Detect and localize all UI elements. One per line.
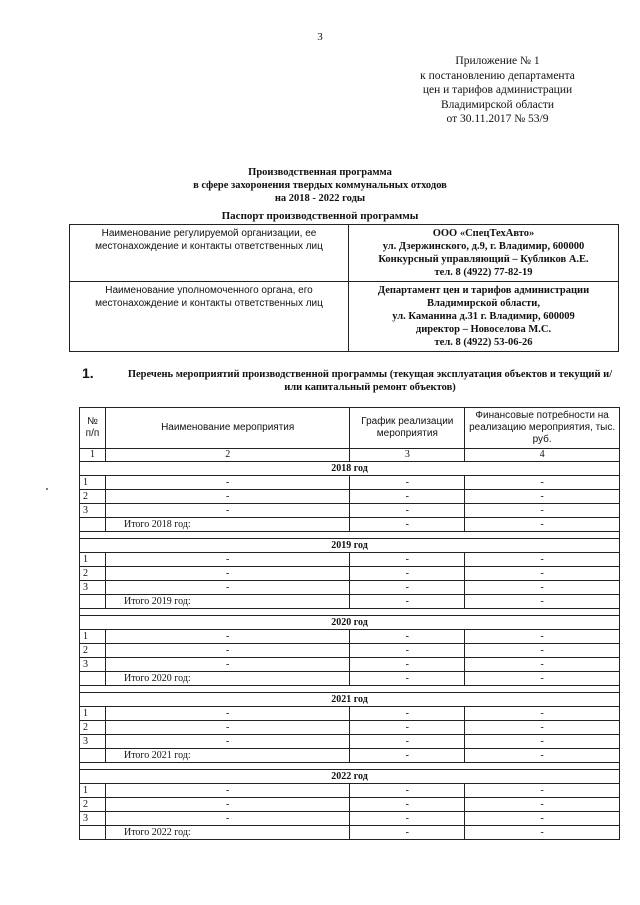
column-index-row <box>80 449 620 462</box>
appendix-block <box>380 54 615 127</box>
table-cell: - <box>350 518 465 532</box>
column-index: 4 <box>465 449 620 462</box>
total-label: Итого 2022 год: <box>105 826 349 840</box>
column-index: 3 <box>350 449 465 462</box>
table-cell: - <box>465 672 620 686</box>
table-cell: - <box>465 595 620 609</box>
total-label: Итого 2020 год: <box>105 672 349 686</box>
table-cell: - <box>105 581 349 595</box>
table-cell: - <box>465 749 620 763</box>
table-cell: - <box>105 798 349 812</box>
events-table <box>79 407 620 840</box>
table-cell: - <box>105 553 349 567</box>
table-cell: 1 <box>80 553 106 567</box>
table-header-row <box>80 408 620 449</box>
table-row <box>80 658 620 672</box>
table-cell: - <box>350 784 465 798</box>
table-cell: 1 <box>80 784 106 798</box>
table-cell: - <box>465 826 620 840</box>
table-cell: - <box>465 721 620 735</box>
passport-value-line: ул. Дзержинского, д.9, г. Владимир, 600000 <box>382 241 585 252</box>
spacer-cell <box>80 686 620 693</box>
year-label: 2020 год <box>80 616 620 630</box>
table-cell: - <box>105 567 349 581</box>
table-cell: - <box>350 504 465 518</box>
table-cell: 2 <box>80 721 106 735</box>
appendix-line: Владимирской области <box>440 98 555 111</box>
table-cell: - <box>465 798 620 812</box>
table-row <box>80 644 620 658</box>
table-cell: - <box>105 476 349 490</box>
table-cell <box>80 518 106 532</box>
table-cell: - <box>105 721 349 735</box>
table-cell: 1 <box>80 630 106 644</box>
section-title: Перечень мероприятий производственной программы (текущая эксплуатация объектов и текущий и/или капитальный ремонт объектов) <box>127 369 613 393</box>
table-cell: 1 <box>80 476 106 490</box>
table-cell: - <box>105 630 349 644</box>
table-row <box>80 721 620 735</box>
column-index: 1 <box>80 449 106 462</box>
passport-label: Наименование регулируемой организации, ее местонахождение и контакты ответственных лиц <box>70 225 349 282</box>
table-cell: - <box>350 476 465 490</box>
spacer-cell <box>80 609 620 616</box>
table-cell: - <box>105 735 349 749</box>
table-cell: - <box>465 567 620 581</box>
table-cell: - <box>465 812 620 826</box>
passport-value-line: Владимирской области, <box>427 298 540 309</box>
spacer-row <box>80 763 620 770</box>
table-cell: - <box>105 504 349 518</box>
scan-speck <box>46 488 48 490</box>
spacer-row <box>80 686 620 693</box>
appendix-line: к постановлению департамента <box>420 69 575 82</box>
table-cell: 3 <box>80 581 106 595</box>
passport-row <box>70 225 619 282</box>
table-cell: 2 <box>80 567 106 581</box>
passport-value <box>349 282 619 352</box>
table-cell: 2 <box>80 644 106 658</box>
table-cell: - <box>465 784 620 798</box>
year-label: 2019 год <box>80 539 620 553</box>
table-cell: - <box>105 707 349 721</box>
table-cell: - <box>350 707 465 721</box>
table-row <box>80 784 620 798</box>
table-cell: - <box>350 595 465 609</box>
page-number: 3 <box>317 31 323 43</box>
table-cell: - <box>465 735 620 749</box>
table-cell: 2 <box>80 798 106 812</box>
total-row <box>80 672 620 686</box>
total-row <box>80 749 620 763</box>
table-cell: - <box>465 630 620 644</box>
year-label: 2022 год <box>80 770 620 784</box>
passport-table <box>69 224 619 352</box>
table-cell: - <box>350 658 465 672</box>
table-cell: - <box>465 518 620 532</box>
table-row <box>80 735 620 749</box>
table-row <box>80 553 620 567</box>
table-cell: - <box>350 672 465 686</box>
total-label: Итого 2021 год: <box>105 749 349 763</box>
program-title <box>0 166 640 205</box>
column-header: График реализации мероприятия <box>350 408 465 449</box>
table-cell: - <box>350 749 465 763</box>
passport-value-line: Конкурсный управляющий – Кубликов А.Е. <box>378 254 589 265</box>
title-line: на 2018 - 2022 годы <box>274 193 366 204</box>
table-cell: - <box>105 644 349 658</box>
table-row <box>80 504 620 518</box>
year-row <box>80 770 620 784</box>
title-line: в сфере захоронения твердых коммунальных отходов <box>193 180 447 191</box>
column-index: 2 <box>105 449 349 462</box>
table-cell: - <box>350 735 465 749</box>
table-cell: - <box>350 581 465 595</box>
year-row <box>80 693 620 707</box>
spacer-row <box>80 609 620 616</box>
table-cell: - <box>465 476 620 490</box>
table-row <box>80 630 620 644</box>
appendix-line: цен и тарифов администрации <box>422 84 573 96</box>
table-cell: 3 <box>80 812 106 826</box>
year-row <box>80 616 620 630</box>
table-cell: 1 <box>80 707 106 721</box>
table-cell <box>80 595 106 609</box>
section-number: 1. <box>82 365 94 381</box>
table-row <box>80 798 620 812</box>
table-cell: 3 <box>80 735 106 749</box>
table-row <box>80 812 620 826</box>
title-line: Производственная программа <box>248 167 392 178</box>
table-cell: - <box>350 567 465 581</box>
total-row <box>80 595 620 609</box>
table-cell: - <box>350 553 465 567</box>
total-label: Итого 2018 год: <box>105 518 349 532</box>
year-row <box>80 462 620 476</box>
spacer-cell <box>80 763 620 770</box>
table-cell: - <box>350 644 465 658</box>
table-cell: 2 <box>80 490 106 504</box>
passport-row <box>70 282 619 352</box>
table-cell: - <box>465 707 620 721</box>
table-cell: - <box>105 812 349 826</box>
table-cell: - <box>350 721 465 735</box>
table-row <box>80 490 620 504</box>
table-row <box>80 476 620 490</box>
table-cell: - <box>105 658 349 672</box>
table-cell: - <box>350 826 465 840</box>
appendix-line: Приложение № 1 <box>455 55 540 67</box>
passport-value-line: ул. Каманина д.31 г. Владимир, 600009 <box>392 311 575 322</box>
total-row <box>80 518 620 532</box>
table-cell: - <box>465 644 620 658</box>
table-cell: - <box>105 784 349 798</box>
year-label: 2021 год <box>80 693 620 707</box>
column-header: Финансовые потребности на реализацию мероприятия, тыс. руб. <box>465 408 620 449</box>
passport-title: Паспорт производственной программы <box>221 210 419 222</box>
passport-value-line: тел. 8 (4922) 53-06-26 <box>434 337 533 348</box>
table-cell: - <box>350 798 465 812</box>
passport-value-line: тел. 8 (4922) 77-82-19 <box>434 267 533 278</box>
passport-value-line: директор – Новоселова М.С. <box>415 324 552 335</box>
total-row <box>80 826 620 840</box>
events-body <box>80 462 620 840</box>
table-cell: 3 <box>80 658 106 672</box>
table-cell: - <box>105 490 349 504</box>
table-cell <box>80 672 106 686</box>
passport-value <box>349 225 619 282</box>
appendix-line: от 30.11.2017 № 53/9 <box>446 113 549 125</box>
table-cell: - <box>350 812 465 826</box>
year-label: 2018 год <box>80 462 620 476</box>
column-header: № п/п <box>80 408 106 449</box>
table-cell: - <box>465 581 620 595</box>
total-label: Итого 2019 год: <box>105 595 349 609</box>
passport-value-line: ООО «СпецТехАвто» <box>432 228 535 239</box>
spacer-row <box>80 532 620 539</box>
table-cell: 3 <box>80 504 106 518</box>
table-row <box>80 581 620 595</box>
passport-value-line: Департамент цен и тарифов администрации <box>377 285 590 296</box>
table-cell <box>80 749 106 763</box>
table-cell <box>80 826 106 840</box>
passport-label: Наименование уполномоченного органа, его местонахождение и контакты ответственных лиц <box>70 282 349 352</box>
table-cell: - <box>465 490 620 504</box>
spacer-cell <box>80 532 620 539</box>
section-heading <box>80 365 620 394</box>
table-cell: - <box>465 553 620 567</box>
table-row <box>80 707 620 721</box>
table-cell: - <box>350 490 465 504</box>
year-row <box>80 539 620 553</box>
table-row <box>80 567 620 581</box>
table-cell: - <box>350 630 465 644</box>
table-cell: - <box>465 658 620 672</box>
table-cell: - <box>465 504 620 518</box>
column-header: Наименование мероприятия <box>105 408 349 449</box>
